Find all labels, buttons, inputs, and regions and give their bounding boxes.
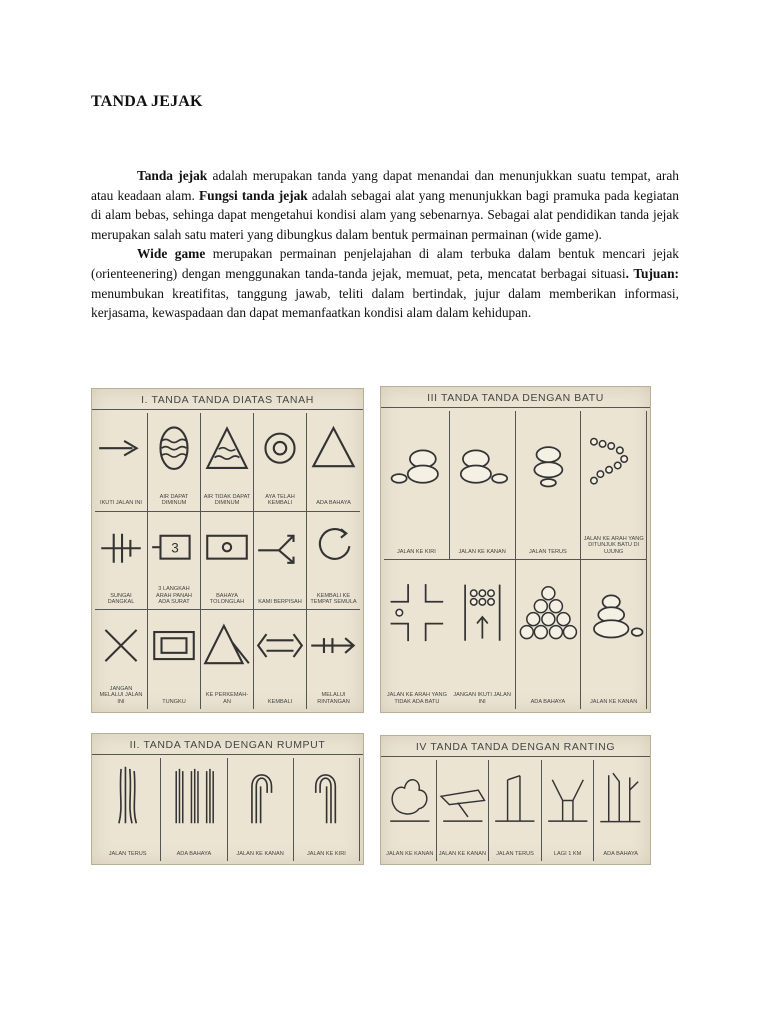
text-span: adalah merupakan tanda yang dapat menandai dan menunjukkan suatu tempat, arah atau keadaan alam. (91, 168, 679, 203)
sign-label: AYA TELAH KEMBALI (265, 493, 295, 507)
sign-cell (307, 512, 360, 611)
svg-text:3: 3 (171, 540, 179, 556)
grass-bent-left-icon (294, 762, 359, 828)
term-tanda-jejak: Tanda jejak (137, 168, 208, 183)
crossroads-icon (384, 564, 450, 661)
sign-cell (307, 610, 360, 709)
sign-cell (95, 758, 161, 861)
sign-label: JALAN KE KANAN (438, 850, 487, 857)
sign-cell (437, 760, 490, 861)
sign-label: JANGAN MELALUI JALAN INI (99, 685, 143, 705)
bush-icon (384, 764, 436, 829)
sign-label: JALAN KE KANAN (236, 850, 284, 857)
term-wide-game: Wide game (137, 246, 206, 262)
sign-cell (581, 411, 647, 560)
split-arrow-icon (254, 516, 306, 578)
sign-label: ADA BAHAYA (316, 500, 351, 507)
panel-title: IV TANDA TANDA DENGAN RANTING (381, 738, 650, 757)
sign-cell (95, 610, 148, 709)
branch-icon (437, 764, 489, 829)
river-crossing-icon (95, 516, 147, 578)
sign-cell (516, 411, 582, 560)
sign-cell (201, 413, 254, 512)
camp-triangle-icon (201, 614, 253, 677)
text-span: menumbukan kreatifitas, tanggung jawab, teliti dalam bertindak, jujur dalam memberikan informasi, kerjasama, kewaspadaan dan dapat memanfaatkan kondisi alam dalam kehidupan. (91, 285, 679, 321)
water-oval-icon (148, 417, 200, 479)
sign-label: TUNGKU (162, 698, 186, 705)
stones-right-icon (581, 564, 646, 661)
sign-label: SUNGAI DANGKAL (107, 592, 135, 605)
stones-left-icon (384, 415, 449, 512)
sign-cell (594, 760, 647, 861)
circle-dot-icon (254, 417, 306, 479)
sign-cell (148, 610, 201, 709)
branches-icon (594, 764, 647, 829)
sign-cell (384, 411, 450, 560)
stones-straight-icon (516, 415, 581, 512)
sign-cell (254, 610, 307, 709)
sign-label: JALAN TERUS (528, 548, 567, 555)
sign-label: JALAN KE ARAH YANG DITUNJUK BATU DI UJUNG (583, 535, 644, 555)
panel-batu (380, 386, 651, 713)
box-circle-icon (201, 516, 253, 578)
sign-label: JANGAN IKUTI JALAN INI (453, 692, 511, 705)
sign-label: ADA BAHAYA (603, 850, 638, 857)
sign-label: JALAN TERUS (496, 850, 534, 857)
panel-title: I. TANDA TANDA DIATAS TANAH (92, 391, 363, 410)
grass-bundles-icon (161, 762, 226, 828)
sign-label: LAGI 1 KM (553, 850, 582, 857)
sign-cell (161, 758, 227, 861)
sign-cell (294, 758, 360, 861)
stones-right-icon (450, 415, 515, 512)
text-span: merupakan permainan penjelajahan di alam terbuka dalam bentuk mencari jejak (orienteenering) dengan menggunakan tanda-tanda jejak, memuat, peta, mencatat berbagai situasi (91, 246, 679, 281)
sign-label: KEMBALI (267, 698, 293, 705)
sign-label: IKUTI JALAN INI (100, 500, 142, 507)
sign-cell (201, 512, 254, 611)
sign-label: KEMBALI KE TEMPAT SEMULA (310, 592, 357, 605)
sign-label: JALAN TERUS (108, 850, 147, 857)
sign-label: MELALUI RINTANGAN (317, 692, 350, 705)
sign-label: BAHAYA TOLONGLAH (209, 592, 245, 605)
sign-cell (148, 413, 201, 512)
term-fungsi: Fungsi tanda jejak (199, 187, 308, 203)
sign-label: ADA BAHAYA (176, 850, 212, 857)
panel-ranting (380, 735, 651, 865)
stone-pyramid-icon (516, 564, 581, 661)
grass-bent-right-icon (228, 762, 293, 828)
sign-label: 3 LANGKAH ARAH PANAH ADA SURAT (156, 586, 192, 605)
paragraph-1 (91, 166, 679, 244)
triangle-icon (307, 417, 360, 479)
paragraph-2 (91, 244, 679, 322)
sign-label: JALAN KE KANAN (589, 698, 638, 705)
double-arrow-icon (254, 614, 306, 677)
blocked-path-icon (450, 564, 515, 661)
sign-cell (489, 760, 542, 861)
term-tujuan: . Tujuan: (625, 265, 679, 281)
sign-label: AIR TIDAK DAPAT DIMINUM (203, 493, 251, 507)
sign-label: AIR DAPAT DIMINUM (159, 493, 189, 507)
sign-label: JALAN KE KANAN (458, 548, 506, 555)
cross-icon (95, 614, 147, 677)
water-triangle-icon (201, 417, 253, 479)
panel-title: II. TANDA TANDA DENGAN RUMPUT (92, 736, 363, 755)
sign-label: JALAN KE ARAH YANG TIDAK ADA BATU (386, 692, 447, 705)
sign-label: JALAN KE KANAN (386, 850, 434, 857)
return-circle-icon (307, 516, 360, 578)
text-span: adalah sebagai alat yang menunjukkan bagi pramuka pada kegiatan di alam bebas, sehinga dapat mengetahui kondisi alam yang sebenarnya. Sebagai alat pendidikan tanda jejak merupakan salah satu materi yang dibungkus dalam bentuk permainan permainan (wide game). (91, 187, 680, 242)
forked-branch-icon (542, 764, 594, 829)
stove-rect-icon (148, 614, 200, 677)
sign-cell (307, 413, 360, 512)
sign-cell (228, 758, 294, 861)
sign-cell (254, 413, 307, 512)
sign-cell (450, 560, 516, 709)
sign-cell (516, 560, 582, 709)
panel-rumput (91, 733, 364, 865)
sign-label: ADA BAHAYA (530, 698, 566, 705)
sign-cell (542, 760, 595, 861)
sign-cell (450, 411, 516, 560)
sign-label: JALAN KE KIRI (396, 548, 436, 555)
sign-cell (95, 512, 148, 611)
panel-tanah (91, 388, 364, 713)
sign-cell (581, 560, 647, 709)
sign-label: KAMI BERPISAH (258, 598, 302, 605)
sign-cell (95, 413, 148, 512)
sign-cell (254, 512, 307, 611)
sign-cell (384, 760, 437, 861)
page-title: TANDA JEJAK (91, 93, 203, 110)
sign-cell (384, 560, 450, 709)
sign-cell (148, 512, 201, 611)
panel-title: III TANDA TANDA DENGAN BATU (381, 389, 650, 408)
stump-icon (489, 764, 541, 829)
obstacle-arrow-icon (307, 614, 360, 677)
body-text (91, 166, 679, 323)
box-arrow-icon (148, 516, 200, 578)
stones-trail-icon (581, 415, 646, 512)
sign-cell (201, 610, 254, 709)
sign-label: JALAN KE KIRI (306, 850, 346, 857)
sign-label: KE PERKEMAH-AN (205, 692, 249, 705)
grass-straight-icon (95, 762, 160, 828)
arrow-right-icon (95, 417, 147, 479)
